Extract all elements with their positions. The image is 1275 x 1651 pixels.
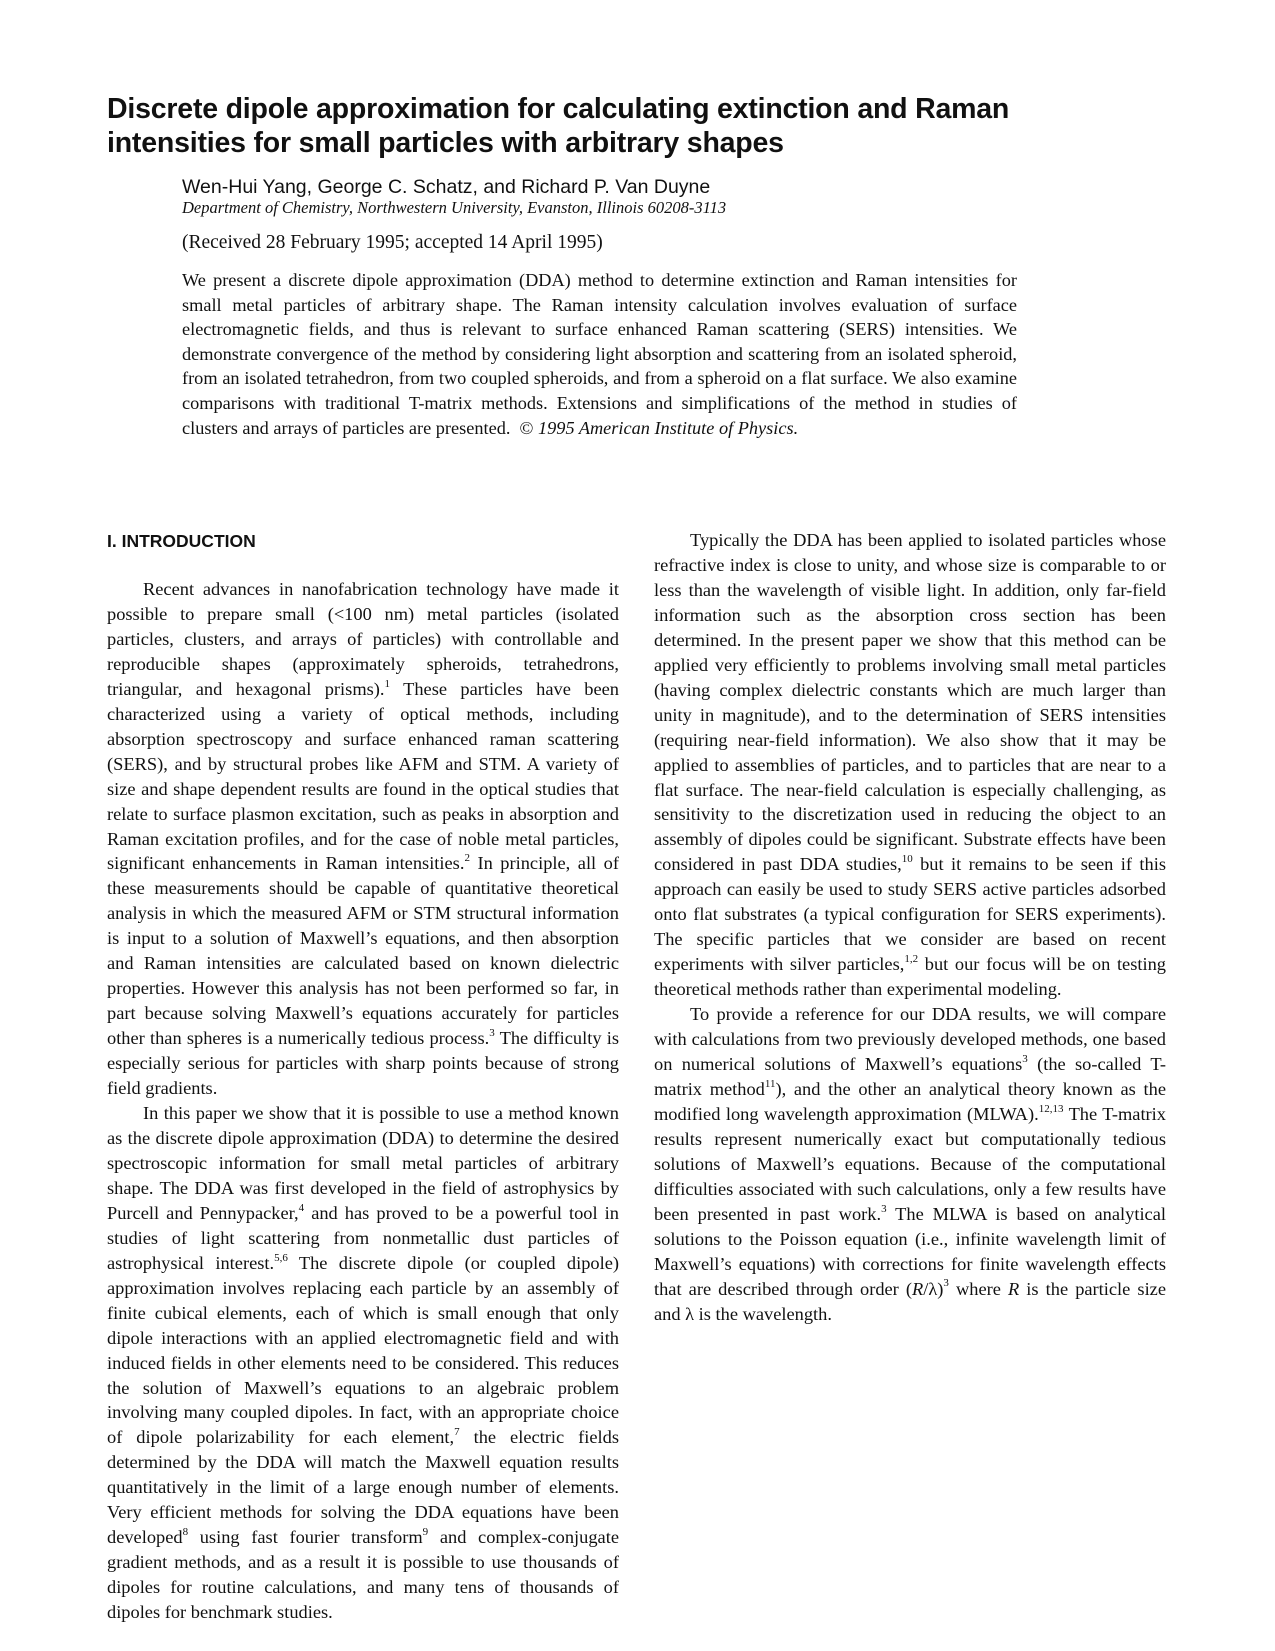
- citation-ref: 4: [298, 1201, 305, 1214]
- paragraph-text: The T-matrix results represent numerically exact but computationally tedious solutions of Maxwell’s equations. Because of the computational difficulties associated with such calculations, only a few results have been presented in past work.: [654, 1103, 1166, 1224]
- math-variable: R: [912, 1278, 924, 1299]
- paragraph-text: These particles have been characterized using a variety of optical methods, including absorption spectroscopy and surface enhanced raman scattering (SERS), and by structural probes like AFM and STM. A variety of size and shape dependent results are found in the optical studies that relate to surface plasmon excitation, such as peaks in absorption and Raman excitation profiles, and for the case of noble metal particles, significant enhancements in Raman intensities.: [107, 678, 619, 874]
- received-dates: (Received 28 February 1995; accepted 14 April 1995): [182, 232, 603, 253]
- citation-ref: 12,13: [1038, 1102, 1064, 1115]
- citation-ref: 3: [881, 1202, 887, 1215]
- citation-ref: 1,2: [904, 953, 919, 966]
- citation-ref: 3: [1022, 1052, 1028, 1065]
- citation-ref: 9: [422, 1526, 429, 1539]
- paragraph-text: Recent advances in nanofabrication technology have made it possible to prepare small (<100 nm) metal particles (isolated particles, clusters, and arrays of particles) with controllable and reproducible shapes (approximately spheroids, tetrahedrons, triangular, and hexagonal prisms).: [107, 579, 619, 699]
- abstract: [182, 268, 1017, 440]
- paragraph-text: is the particle size and λ is the wavelength.: [654, 1278, 1167, 1324]
- citation-ref: 3: [489, 1027, 495, 1040]
- paragraph-text: but it remains to be seen if this approach can easily be used to study SERS active particles adsorbed onto flat substrates (a typical configuration for SERS experiments). The specific particles that we consider are based on recent experiments with silver particles,: [654, 854, 1166, 975]
- paragraph-text: The difficulty is especially serious for particles with sharp points because of strong field gradients.: [107, 1028, 619, 1099]
- paragraph-text: In principle, all of these measurements should be capable of quantitative theoretical analysis in which the measured AFM or STM structural information is input to a solution of Maxwell’s equations, and then absorption and Raman intensities are calculated based on known dielectric properties. However this analysis has not been performed so far, in part because solving Maxwell’s equations accurately for particles other than spheres is a numerically tedious process.: [107, 853, 620, 1049]
- paragraph-text: /λ): [923, 1278, 944, 1299]
- paragraph-text: In this paper we show that it is possible to use a method known as the discrete dipole approximation (DDA) to determine the desired spectroscopic information for small metal particles of arbitrary shape. The DDA was first developed in the field of astrophysics by Purcell and Pennypacker,: [107, 1103, 619, 1223]
- author-affiliation: Department of Chemistry, Northwestern University, Evanston, Illinois 60208-3113: [182, 198, 727, 217]
- citation-ref: 7: [454, 1426, 460, 1439]
- paper-title: Discrete dipole approximation for calculating extinction and Raman intensities for small particles with arbitrary shapes: [107, 93, 1010, 159]
- math-variable: R: [1008, 1278, 1020, 1299]
- section-heading-introduction: I. INTRODUCTION: [107, 531, 256, 551]
- citation-ref: 2: [464, 852, 470, 865]
- abstract-text: We present a discrete dipole approximation (DDA) method to determine extinction and Raman intensities for small metal particles of arbitrary shape. The Raman intensity calculation involves evaluation of surface electromagnetic fields, and thus is relevant to surface enhanced Raman scattering (SERS) intensities. We demonstrate convergence of the method by considering light absorption and scattering from an isolated spheroid, from an isolated tetrahedron, from two coupled spheroids, and from a spheroid on a flat surface. We also examine comparisons with traditional T-matrix methods. Extensions and simplifications of the method in studies of clusters and arrays of particles are presented.: [182, 270, 1017, 438]
- intro-paragraph-3: [654, 528, 1166, 1002]
- copyright-symbol: ©: [519, 417, 534, 438]
- paragraph-text: The MLWA is based on analytical solutions to the Poisson equation (i.e., infinite wavelength limit of Maxwell’s equations) with corrections for finite wavelength effects that are described through order (: [654, 1203, 1166, 1299]
- citation-ref: 5,6: [274, 1251, 288, 1264]
- paragraph-text: ), and the other an analytical theory known as the modified long wavelength approximation (MLWA).: [654, 1078, 1166, 1124]
- body-column-left: [107, 577, 619, 1625]
- citation-ref: 11: [764, 1077, 776, 1090]
- intro-paragraph-1: [107, 577, 619, 1101]
- paragraph-text: Typically the DDA has been applied to isolated particles whose refractive index is close to unity, and whose size is comparable to or less than the wavelength of visible light. In addition, only far-field information such as the absorption cross section has been determined. In the present paper we show that this method can be applied very efficiently to problems involving small metal particles (having complex dielectric constants which are much larger than unity in magnitude), and to the determination of SERS intensities (requiring near-field information). We also show that it may be applied to assemblies of particles, and to particles that are near to a flat surface. The near-field calculation is especially challenging, as sensitivity to the discretization used in reducing the object to an assembly of dipoles could be significant. Substrate effects have been considered in past DDA studies,: [654, 530, 1166, 875]
- paragraph-text: but our focus will be on testing theoretical methods rather than experimental modeling.: [654, 954, 1166, 1000]
- paragraph-text: To provide a reference for our DDA results, we will compare with calculations from two previously developed methods, one based on numerical solutions of Maxwell’s equations: [654, 1004, 1166, 1075]
- paragraph-text: where: [948, 1278, 1008, 1299]
- paragraph-text: and has proved to be a powerful tool in studies of light scattering from nonmetallic dust particles of astrophysical interest.: [107, 1202, 619, 1273]
- paragraph-text: the electric fields determined by the DDA will match the Maxwell equation results quantitatively in the limit of a large enough number of elements. Very efficient methods for solving the DDA equations have been developed: [107, 1427, 619, 1548]
- citation-ref: 10: [901, 853, 913, 866]
- citation-ref: 8: [182, 1526, 189, 1539]
- copyright-notice: 1995 American Institute of Physics.: [538, 417, 799, 438]
- paragraph-text: using fast fourier transform: [188, 1527, 423, 1548]
- author-list: Wen-Hui Yang, George C. Schatz, and Richard P. Van Duyne: [182, 176, 711, 198]
- body-column-right: [654, 528, 1166, 1327]
- intro-paragraph-2: [107, 1101, 619, 1625]
- paragraph-text: The discrete dipole (or coupled dipole) approximation involves replacing each particle by an assembly of finite cubical elements, each of which is small enough that only dipole interactions with an applied electromagnetic field and with induced fields in other elements need to be considered. This reduces the solution of Maxwell’s equations to an algebraic problem involving many coupled dipoles. In fact, with an appropriate choice of dipole polarizability for each element,: [107, 1252, 619, 1448]
- paragraph-text: and complex-conjugate gradient methods, and as a result it is possible to use thousands of dipoles for routine calculations, and many tens of thousands of dipoles for benchmark studies.: [107, 1527, 619, 1623]
- math-exponent: 3: [943, 1277, 949, 1290]
- intro-paragraph-4: [654, 1002, 1166, 1326]
- citation-ref: 1: [384, 677, 391, 690]
- paragraph-text: (the so-called T-matrix method: [654, 1054, 1166, 1099]
